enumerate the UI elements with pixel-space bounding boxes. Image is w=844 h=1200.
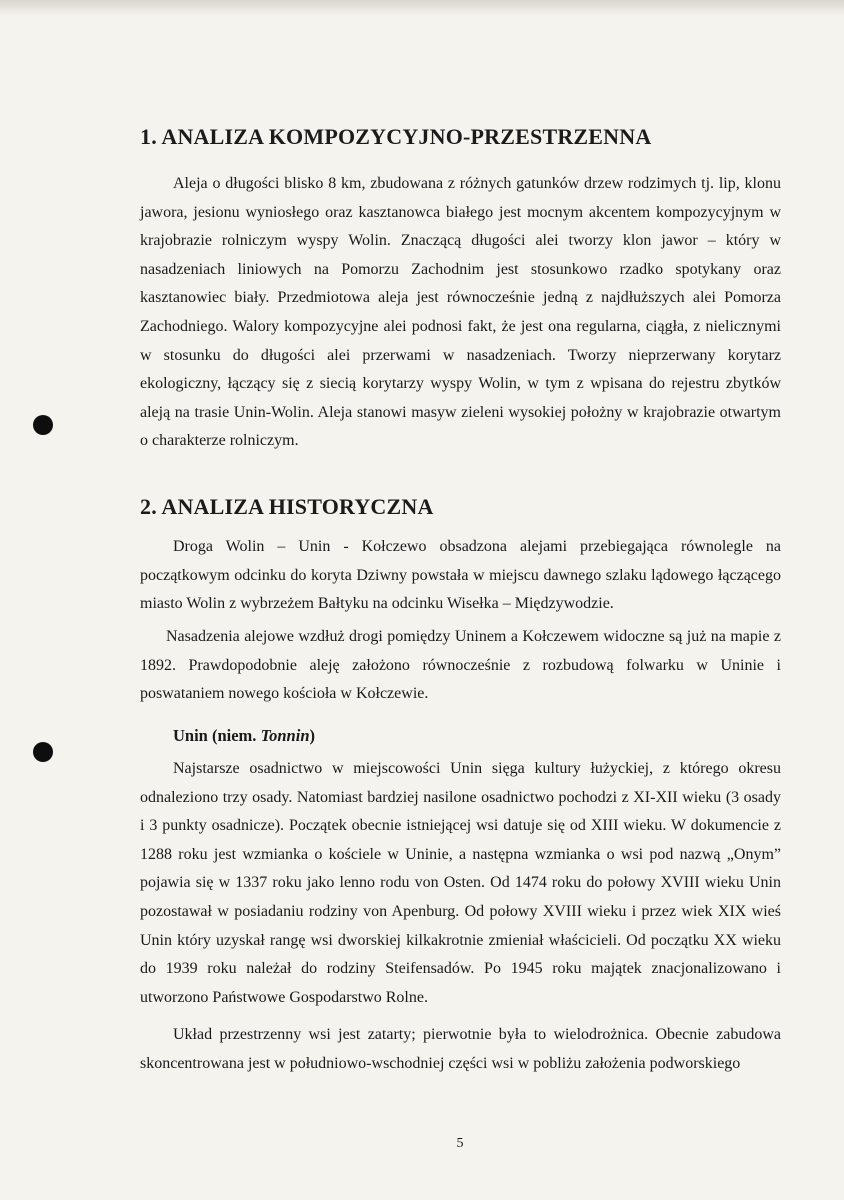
section2-paragraph-1: Droga Wolin – Unin - Kołczewo obsadzona alejami przebiegająca równolegle na początkowym odcinku do koryta Dziwny powstała w miejscu dawnego szlaku lądowego łączącego miasto Wolin z wybrzeżem Bałtyku na odcinku Wisełka – Międzywodzie. — [140, 538, 781, 613]
subsection-paragraph-2: Układ przestrzenny wsi jest zatarty; pierwotnie była to wielodrożnica. Obecnie zabudowa skoncentrowana jest w południowo-wschodniej części wsi w pobliżu założenia podworskiego — [140, 1026, 781, 1072]
subsection-heading-italic: Tonnin — [260, 726, 310, 745]
punch-hole — [33, 742, 53, 762]
subsection-heading-close: ) — [309, 726, 315, 745]
subsection-paragraph-1: Najstarsze osadnictwo w miejscowości Unin sięga kultury łużyckiej, z którego okresu odnaleziono trzy osady. Natomiast bardziej nasilone osadnictwo pochodzi z XI-XII wieku (3 osady i 3 punkty osadnicze). Początek obecnie istniejącej wsi datuje się od XIII wieku. W dokumencie z 1288 roku jest wzmianka o kościele w Uninie, a następna wzmianka o wsi pod nazwą „Onym” pojawia się w 1337 roku jako lenno rodu von Osten. Od 1474 roku do połowy XVIII wieku Unin pozostawał w posiadaniu rodziny von Apenburg. Od połowy XVIII wieku i przez wiek XIX wieś Unin który uzyskał rangę wsi dworskiej kilkakrotnie zmieniał właścicieli. Od początku XX wieku do 1939 roku należał do rodziny Steifensadów. Po 1945 roku majątek znacjonalizowano i utworzono Państwowe Gospodarstwo Rolne. — [140, 760, 781, 1006]
punch-hole — [33, 415, 53, 435]
section1-paragraph: Aleja o długości blisko 8 km, zbudowana z różnych gatunków drzew rodzimych tj. lip, klonu jawora, jesionu wyniosłego oraz kasztanowca białego jest mocnym akcentem kompozycyjnym w krajobrazie rolniczym wyspy Wolin. Znaczącą długości alei tworzy klon jawor – który w nasadzeniach liniowych na Pomorzu Zachodnim jest stosunkowo rzadko spotykany oraz kasztanowiec biały. Przedmiotowa aleja jest równocześnie jedną z najdłuższych alei Pomorza Zachodniego. Walory kompozycyjne alei podnosi fakt, że jest ona regularna, ciągła, z nielicznymi w stosunku do długości alei przerwami w nasadzeniach. Tworzy nieprzerwany korytarz ekologiczny, łączący się z siecią korytarzy wyspy Wolin, w tym z wpisana do rejestru zbytków aleją na trasie Unin-Wolin. Aleja stanowi masyw zieleni wysokiej położny w krajobrazie otwartym o charakterze rolniczym. — [140, 175, 781, 450]
section2-heading: 2. ANALIZA HISTORYCZNA — [140, 494, 434, 519]
page-number: 5 — [456, 1136, 464, 1151]
section2-paragraph-2: Nasadzenia alejowe wzdłuż drogi pomiędzy Uninem a Kołczewem widoczne są już na mapie z 1892. Prawdopodobnie aleję założono równocześnie z rozbudową folwarku w Uninie i poswataniem nowego kościoła w Kołczewie. — [140, 628, 781, 703]
scan-edge — [0, 0, 844, 16]
section1-heading: 1. ANALIZA KOMPOZYCYJNO-PRZESTRZENNA — [140, 124, 652, 149]
subsection-heading — [173, 726, 315, 746]
subsection-heading-main: Unin (niem. — [173, 726, 261, 745]
